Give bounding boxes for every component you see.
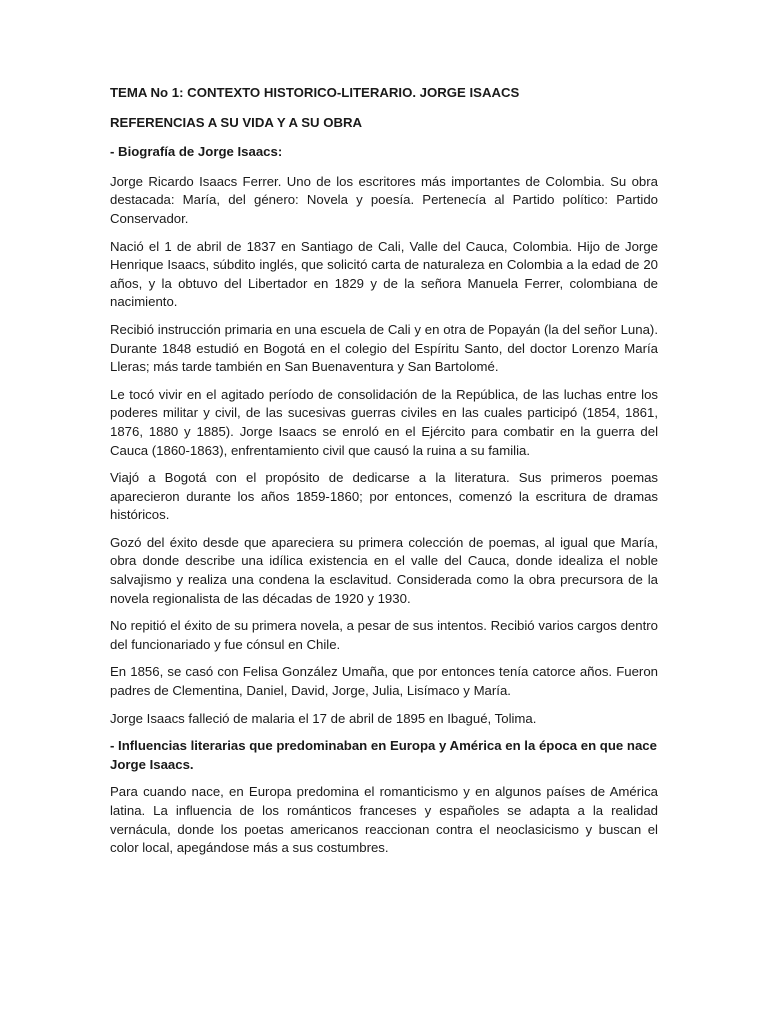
section-heading-biografia: - Biografía de Jorge Isaacs: — [110, 144, 283, 160]
document-page — [110, 84, 658, 867]
paragraph-matrimonio: En 1856, se casó con Felisa González Umaña, que por entonces tenía catorce años. Fueron padres de Clementina, Daniel, David, Jorge, Julia, Lisímaco y María. — [110, 664, 658, 699]
paragraph-cargos: No repitió el éxito de su primera novela, a pesar de sus intentos. Recibió varios cargos dentro del funcionariado y fue cónsul en Chile. — [110, 618, 658, 652]
paragraph-maria: Gozó del éxito desde que apareciera su primera colección de poemas, al igual que María, obra donde describe una idílica existencia en el valle del Cauca, donde idealiza el noble salvajismo y realiza una condena la esclavitud. Considerada como la obra precursora de la novela regionalista de las décadas de 1920 y 1930. — [110, 534, 658, 606]
paragraph-intro: Jorge Ricardo Isaacs Ferrer. Uno de los escritores más importantes de Colombia. Su obra destacada: María, del género: Novela y poesía. Pertenecía al Partido político: Partido Conservador. — [110, 173, 658, 226]
paragraph-instruccion: Recibió instrucción primaria en una escuela de Cali y en otra de Popayán (la del señor Luna). Durante 1848 estudió en Bogotá en el colegio del Espíritu Santo, del doctor Lorenzo María Lleras; más tarde también en San Buenaventura y San Bartolomé. — [110, 321, 658, 375]
paragraph-bogota: Viajó a Bogotá con el propósito de dedicarse a la literatura. Sus primeros poemas aparecieron durante los años 1859-1860; por entonces, comenzó la escritura de dramas históricos. — [110, 470, 658, 523]
paragraph-romanticismo: Para cuando nace, en Europa predomina el romanticismo y en algunos países de América latina. La influencia de los románticos franceses y españoles se adapta a la realidad vernácula, donde los poetas americanos reaccionan contra el neoclasicismo y buscan el color local, apegándose más a sus costumbres. — [110, 784, 658, 856]
paragraph-fallecimiento: Jorge Isaacs falleció de malaria el 17 de abril de 1895 en Ibagué, Tolima. — [110, 710, 537, 726]
document-title: TEMA No 1: CONTEXTO HISTORICO-LITERARIO. JORGE ISAACS — [110, 85, 520, 100]
section-heading-influencias: - Influencias literarias que predominaban en Europa y América en la época en que nace Jorge Isaacs. — [110, 738, 657, 772]
document-subtitle: REFERENCIAS A SU VIDA Y A SU OBRA — [110, 114, 363, 130]
paragraph-nacimiento: Nació el 1 de abril de 1837 en Santiago de Cali, Valle del Cauca, Colombia. Hijo de Jorge Henrique Isaacs, súbdito inglés, que solicitó carta de naturaleza en Colombia a la edad de 20 años, y la obtuvo del Libertador en 1829 y de la señora Manuela Ferrer, colombiana de nacimiento. — [110, 238, 658, 310]
paragraph-guerras: Le tocó vivir en el agitado período de consolidación de la República, de las luchas entre los poderes militar y civil, de las sucesivas guerras civiles en las cuales participó (1854, 1861, 1876, 1880 y 1885). Jorge Isaacs se enroló en el Ejército para combatir en la guerra del Cauca (1860-1863), enfrentamiento civil que causó la ruina a su familia. — [110, 386, 658, 458]
